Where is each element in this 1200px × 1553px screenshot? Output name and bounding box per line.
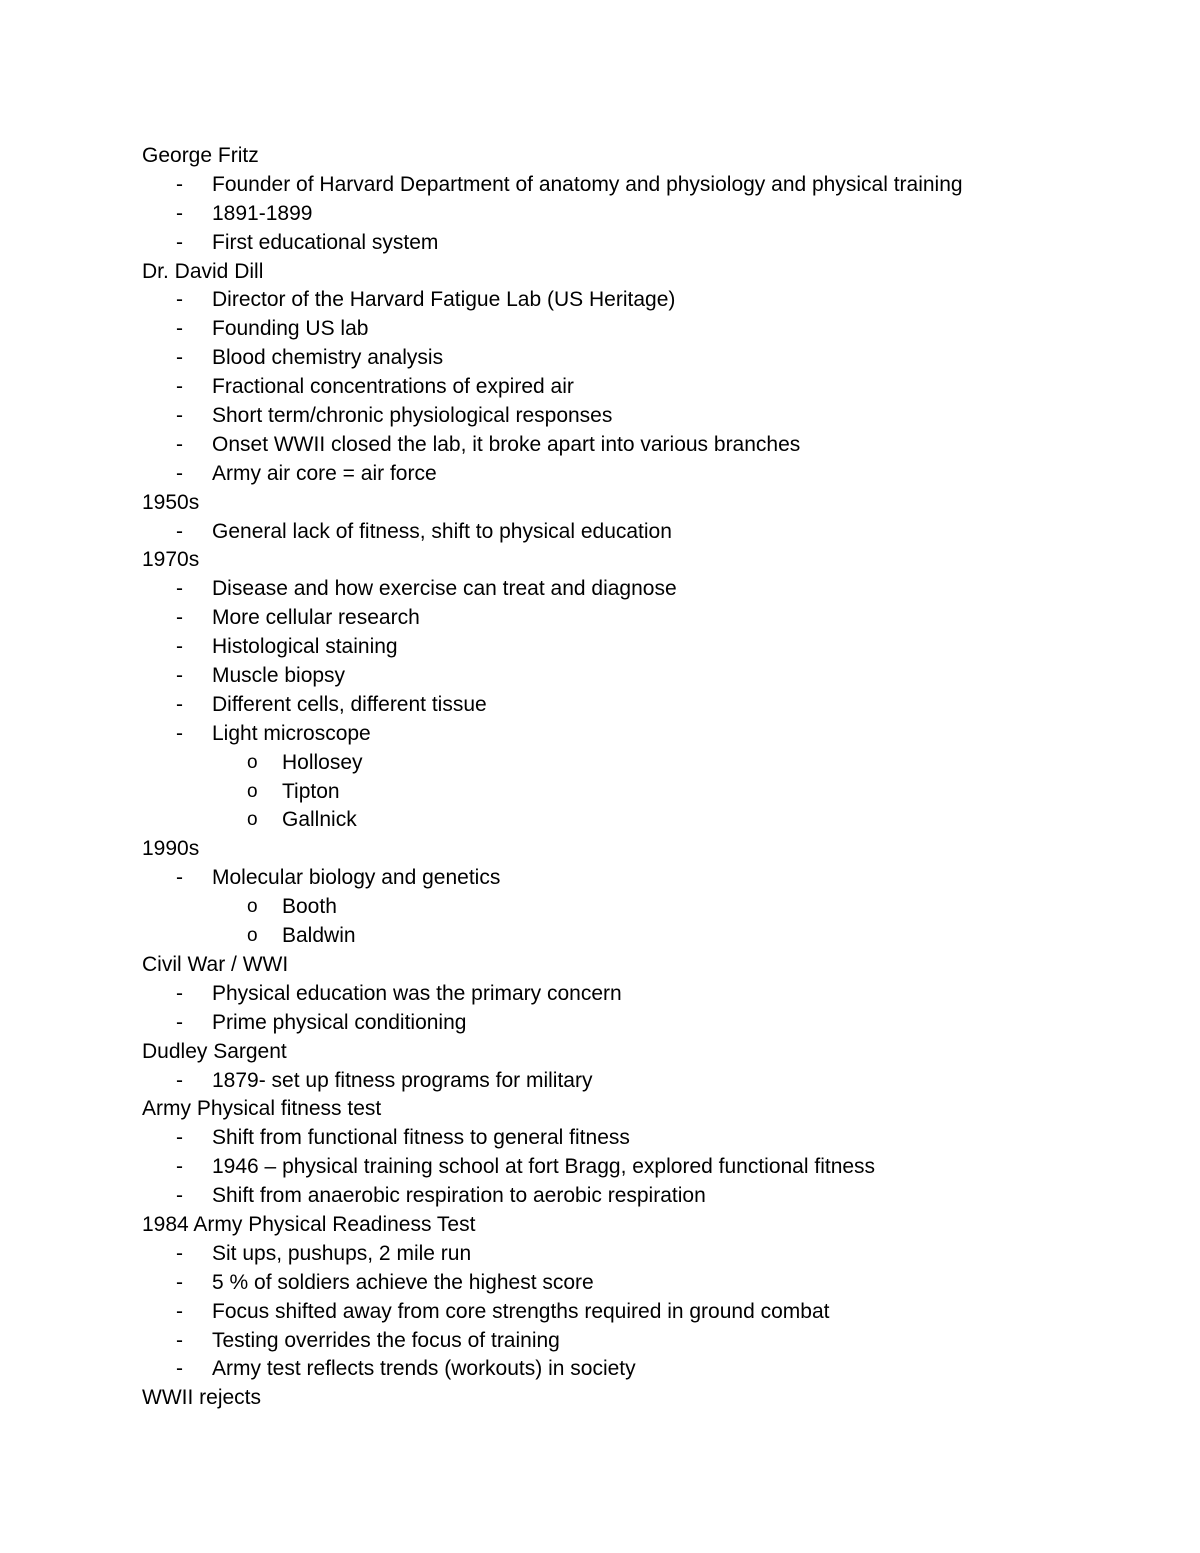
- dash-bullet-marker: -: [176, 1270, 183, 1294]
- section-heading: Civil War / WWI: [142, 952, 289, 976]
- list-item-text: Prime physical conditioning: [212, 1010, 467, 1034]
- circle-bullet-marker: o: [247, 809, 258, 831]
- dash-bullet-marker: -: [176, 172, 183, 196]
- dash-bullet-marker: -: [176, 721, 183, 745]
- list-item: [0, 1153, 1200, 1182]
- section-heading: 1950s: [142, 490, 200, 514]
- list-item: [0, 1009, 1200, 1038]
- dash-bullet-marker: -: [176, 1155, 183, 1179]
- section-heading: 1990s: [142, 837, 200, 861]
- list-item-text: Different cells, different tissue: [212, 692, 487, 716]
- sub-list-item: [0, 749, 1200, 778]
- list-item-text: Short term/chronic physiological responses: [212, 404, 613, 428]
- list-item-text: Director of the Harvard Fatigue Lab (US Heritage): [212, 288, 676, 312]
- list-item: [0, 1298, 1200, 1327]
- dash-bullet-marker: -: [176, 1328, 183, 1352]
- dash-bullet-marker: -: [176, 404, 183, 428]
- list-item: [0, 518, 1200, 547]
- section-heading: Army Physical fitness test: [142, 1097, 382, 1121]
- list-item-text: Gallnick: [282, 808, 357, 832]
- section-heading: George Fritz: [142, 144, 259, 167]
- list-item-text: Histological staining: [212, 635, 398, 659]
- list-item: [0, 1240, 1200, 1269]
- dash-bullet-marker: -: [176, 317, 183, 341]
- list-item: [0, 229, 1200, 258]
- list-item-text: Disease and how exercise can treat and diagnose: [212, 577, 677, 601]
- list-item: [0, 344, 1200, 373]
- dash-bullet-marker: -: [176, 230, 183, 254]
- dash-bullet-marker: -: [176, 1357, 183, 1381]
- list-item-text: Fractional concentrations of expired air: [212, 375, 574, 399]
- section-heading: 1984 Army Physical Readiness Test: [142, 1212, 476, 1236]
- list-item: [0, 200, 1200, 229]
- list-item: [0, 402, 1200, 431]
- dash-bullet-marker: -: [176, 577, 183, 601]
- dash-bullet-marker: -: [176, 606, 183, 630]
- dash-bullet-marker: -: [176, 692, 183, 716]
- list-item: [0, 720, 1200, 749]
- list-item: [0, 604, 1200, 633]
- sub-list-item: [0, 893, 1200, 922]
- dash-bullet-marker: -: [176, 635, 183, 659]
- dash-bullet-marker: -: [176, 288, 183, 312]
- dash-bullet-marker: -: [176, 432, 183, 456]
- list-item: [0, 864, 1200, 893]
- list-item: [0, 1269, 1200, 1298]
- list-item: [0, 691, 1200, 720]
- list-item-text: Founder of Harvard Department of anatomy and physiology and physical training: [212, 172, 963, 196]
- dash-bullet-marker: -: [176, 1010, 183, 1034]
- dash-bullet-marker: -: [176, 346, 183, 370]
- list-item-text: 5 % of soldiers achieve the highest score: [212, 1270, 594, 1294]
- list-item-text: Muscle biopsy: [212, 664, 346, 688]
- dash-bullet-marker: -: [176, 519, 183, 543]
- list-item: [0, 1182, 1200, 1211]
- list-item-text: More cellular research: [212, 606, 420, 630]
- list-item-text: Hollosey: [282, 750, 363, 774]
- list-item: [0, 633, 1200, 662]
- list-item-text: 1879- set up fitness programs for military: [212, 1068, 593, 1092]
- dash-bullet-marker: -: [176, 664, 183, 688]
- list-item-text: Physical education was the primary concern: [212, 981, 622, 1005]
- dash-bullet-marker: -: [176, 1068, 183, 1092]
- circle-bullet-marker: o: [247, 925, 258, 947]
- list-item-text: Focus shifted away from core strengths required in ground combat: [212, 1299, 830, 1323]
- list-item: [0, 315, 1200, 344]
- list-item: [0, 171, 1200, 200]
- dash-bullet-marker: -: [176, 1299, 183, 1323]
- list-item: [0, 1124, 1200, 1153]
- list-item-text: 1891-1899: [212, 201, 313, 225]
- section-heading: Dr. David Dill: [142, 259, 264, 283]
- dash-bullet-marker: -: [176, 1241, 183, 1265]
- dash-bullet-marker: -: [176, 461, 183, 485]
- list-item-text: Army test reflects trends (workouts) in society: [212, 1357, 636, 1381]
- list-item-text: Molecular biology and genetics: [212, 866, 501, 890]
- list-item-text: Tipton: [282, 779, 340, 803]
- list-item-text: Baldwin: [282, 924, 356, 948]
- list-item: [0, 575, 1200, 604]
- list-item-text: General lack of fitness, shift to physical education: [212, 519, 672, 543]
- dash-bullet-marker: -: [176, 981, 183, 1005]
- list-item-text: Shift from anaerobic respiration to aerobic respiration: [212, 1184, 706, 1208]
- sub-list-item: [0, 806, 1200, 835]
- list-item-text: Founding US lab: [212, 317, 369, 341]
- section-heading: WWII rejects: [142, 1386, 261, 1410]
- list-item: [0, 662, 1200, 691]
- dash-bullet-marker: -: [176, 866, 183, 890]
- list-item: [0, 373, 1200, 402]
- sub-list-item: [0, 922, 1200, 951]
- list-item-text: 1946 – physical training school at fort Bragg, explored functional fitness: [212, 1155, 876, 1179]
- dash-bullet-marker: -: [176, 375, 183, 399]
- list-item-text: Shift from functional fitness to general fitness: [212, 1126, 630, 1150]
- circle-bullet-marker: o: [247, 780, 258, 802]
- list-item-text: Army air core = air force: [212, 461, 437, 485]
- list-item-text: Blood chemistry analysis: [212, 346, 444, 370]
- list-item-text: Onset WWII closed the lab, it broke apart into various branches: [212, 432, 801, 456]
- list-item-text: Booth: [282, 895, 337, 919]
- section-heading: Dudley Sargent: [142, 1039, 287, 1063]
- list-item: [0, 431, 1200, 460]
- list-item: [0, 1355, 1200, 1384]
- section-heading: 1970s: [142, 548, 200, 572]
- list-item: [0, 286, 1200, 315]
- list-item: [0, 980, 1200, 1009]
- dash-bullet-marker: -: [176, 1126, 183, 1150]
- list-item: [0, 1067, 1200, 1096]
- dash-bullet-marker: -: [176, 201, 183, 225]
- list-item-text: Testing overrides the focus of training: [212, 1328, 560, 1352]
- list-item-text: Sit ups, pushups, 2 mile run: [212, 1241, 472, 1265]
- dash-bullet-marker: -: [176, 1184, 183, 1208]
- list-item-text: First educational system: [212, 230, 439, 254]
- list-item: [0, 460, 1200, 489]
- list-item-text: Light microscope: [212, 721, 371, 745]
- document-page: [0, 142, 1200, 1413]
- sub-list-item: [0, 778, 1200, 807]
- circle-bullet-marker: o: [247, 751, 258, 773]
- circle-bullet-marker: o: [247, 896, 258, 918]
- list-item: [0, 1327, 1200, 1356]
